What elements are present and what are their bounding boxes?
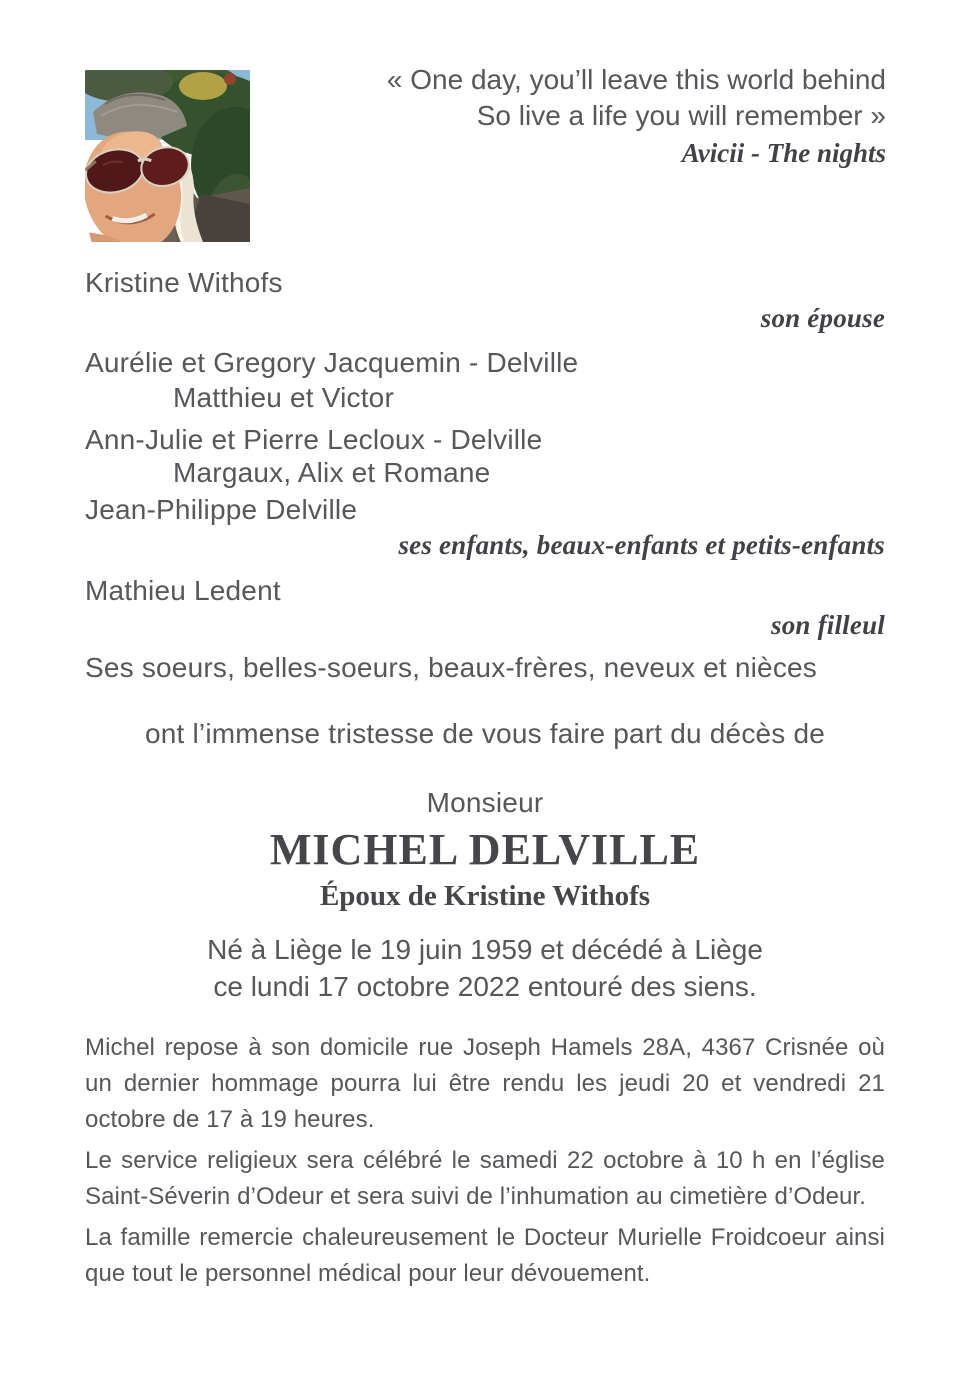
grandchildren-name-line: Margaux, Alix et Romane — [173, 457, 491, 488]
quote-line-1: « One day, you’ll leave this world behind — [386, 64, 886, 95]
spouse-role-label: son épouse — [760, 303, 885, 333]
portrait-photo — [85, 70, 250, 242]
birth-death-line-2: ce lundi 17 octobre 2022 entouré des siens. — [213, 971, 757, 1002]
children-role-label: ses enfants, beaux-enfants et petits-enfants — [398, 530, 885, 560]
other-relatives-line: Ses soeurs, belles-soeurs, beaux-frères, neveux et nièces — [85, 652, 817, 683]
children-name-line: Jean-Philippe Delville — [85, 494, 358, 525]
grandchildren-name-line: Matthieu et Victor — [173, 382, 394, 413]
details-section — [85, 1030, 885, 1297]
godson-name: Mathieu Ledent — [85, 575, 281, 606]
children-name-line: Ann-Julie et Pierre Lecloux - Delville — [85, 424, 543, 455]
announcement-intro: ont l’immense tristesse de vous faire part du décès de — [144, 718, 826, 749]
deceased-name-title: MICHEL DELVILLE — [269, 825, 701, 874]
deceased-subtitle: Époux de Kristine Withofs — [319, 880, 651, 912]
children-name-line: Aurélie et Gregory Jacquemin - Delville — [85, 347, 579, 378]
spouse-name: Kristine Withofs — [85, 267, 283, 298]
ceremony-paragraph: Le service religieux sera célébré le samedi 22 octobre à 10 h en l’église Saint-Séverin d’Odeur et sera suivi de l’inhumation au cimetière d’Odeur. — [85, 1147, 885, 1210]
birth-death-line-1: Né à Liège le 19 juin 1959 et décédé à Liège — [207, 934, 763, 965]
portrait-photo-illustration — [85, 70, 250, 242]
honorific: Monsieur — [426, 787, 544, 818]
quote-attribution: Avicii - The nights — [681, 138, 886, 168]
thanks-paragraph: La famille remercie chaleureusement le Docteur Murielle Froidcoeur ainsi que tout le personnel médical pour leur dévouement. — [85, 1224, 885, 1287]
quote-line-2: So live a life you will remember » — [476, 100, 886, 131]
godson-role-label: son filleul — [771, 610, 885, 640]
visitation-paragraph: Michel repose à son domicile rue Joseph Hamels 28A, 4367 Crisnée où un dernier hommage pourra lui être rendu les jeudi 20 et vendredi 21 octobre de 17 à 19 heures. — [85, 1034, 885, 1133]
birth-death-block — [85, 931, 885, 1005]
quote-block — [387, 62, 886, 171]
